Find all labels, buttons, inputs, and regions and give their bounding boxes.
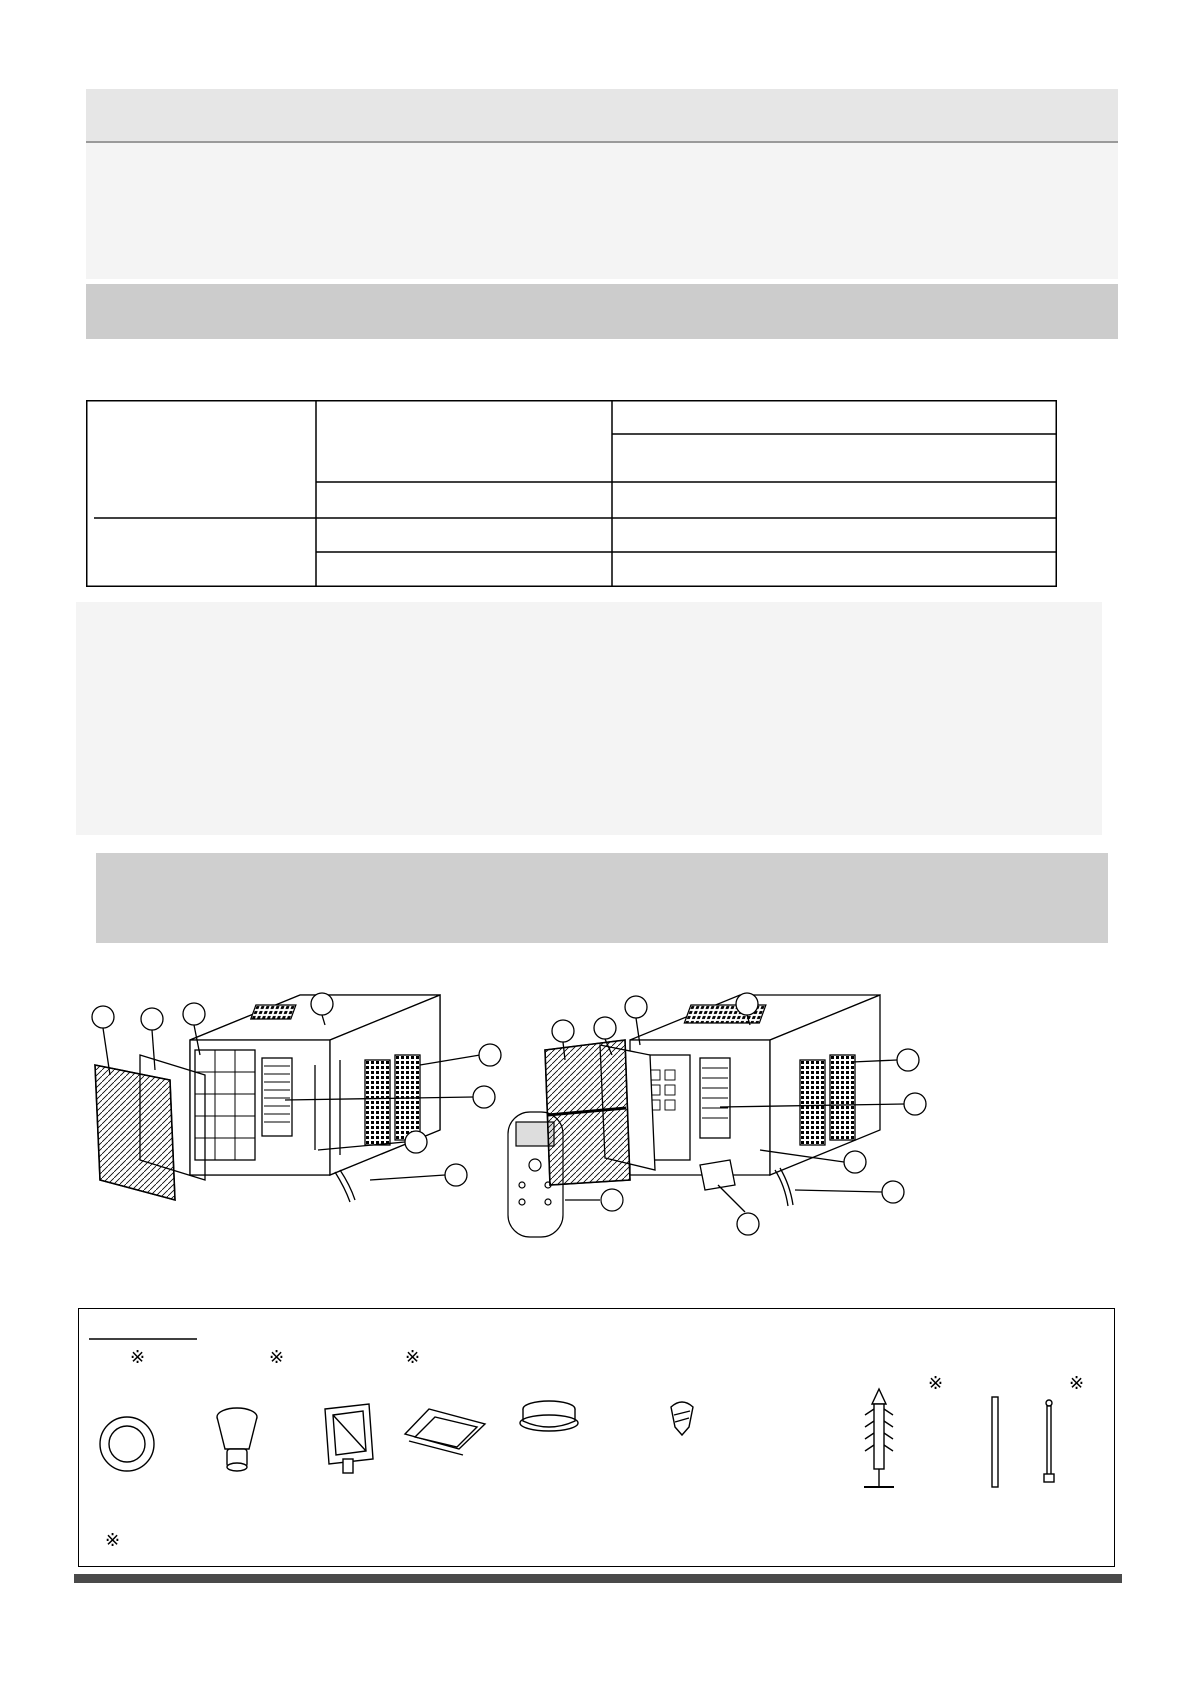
tray-bracket-icon xyxy=(405,1409,485,1455)
intro-panel xyxy=(86,143,1118,279)
drain-connector-icon xyxy=(217,1408,257,1471)
mark-2: ※ xyxy=(269,1347,285,1368)
mark-6: ※ xyxy=(105,1530,121,1551)
accessory-items xyxy=(79,1309,1116,1568)
footer-bar xyxy=(74,1574,1122,1583)
drain-bracket-icon xyxy=(325,1404,373,1473)
pin-icon xyxy=(1044,1400,1054,1482)
notes-panel xyxy=(76,602,1102,835)
anchor-bolt-icon xyxy=(864,1389,894,1487)
parts-title-band xyxy=(96,853,1108,943)
section-header-band xyxy=(86,89,1118,143)
rubber-cap-icon xyxy=(520,1401,578,1431)
mark-5: ※ xyxy=(1069,1373,1085,1394)
accessory-panel xyxy=(78,1308,1115,1567)
screw-icon xyxy=(671,1402,693,1435)
mark-1: ※ xyxy=(130,1347,146,1368)
ring-icon xyxy=(100,1417,154,1471)
mark-4: ※ xyxy=(928,1373,944,1394)
mark-3: ※ xyxy=(405,1347,421,1368)
spec-table xyxy=(86,400,1057,587)
parts-diagram xyxy=(0,980,1191,1300)
section-title-band xyxy=(86,284,1118,339)
rod-icon xyxy=(992,1397,998,1487)
